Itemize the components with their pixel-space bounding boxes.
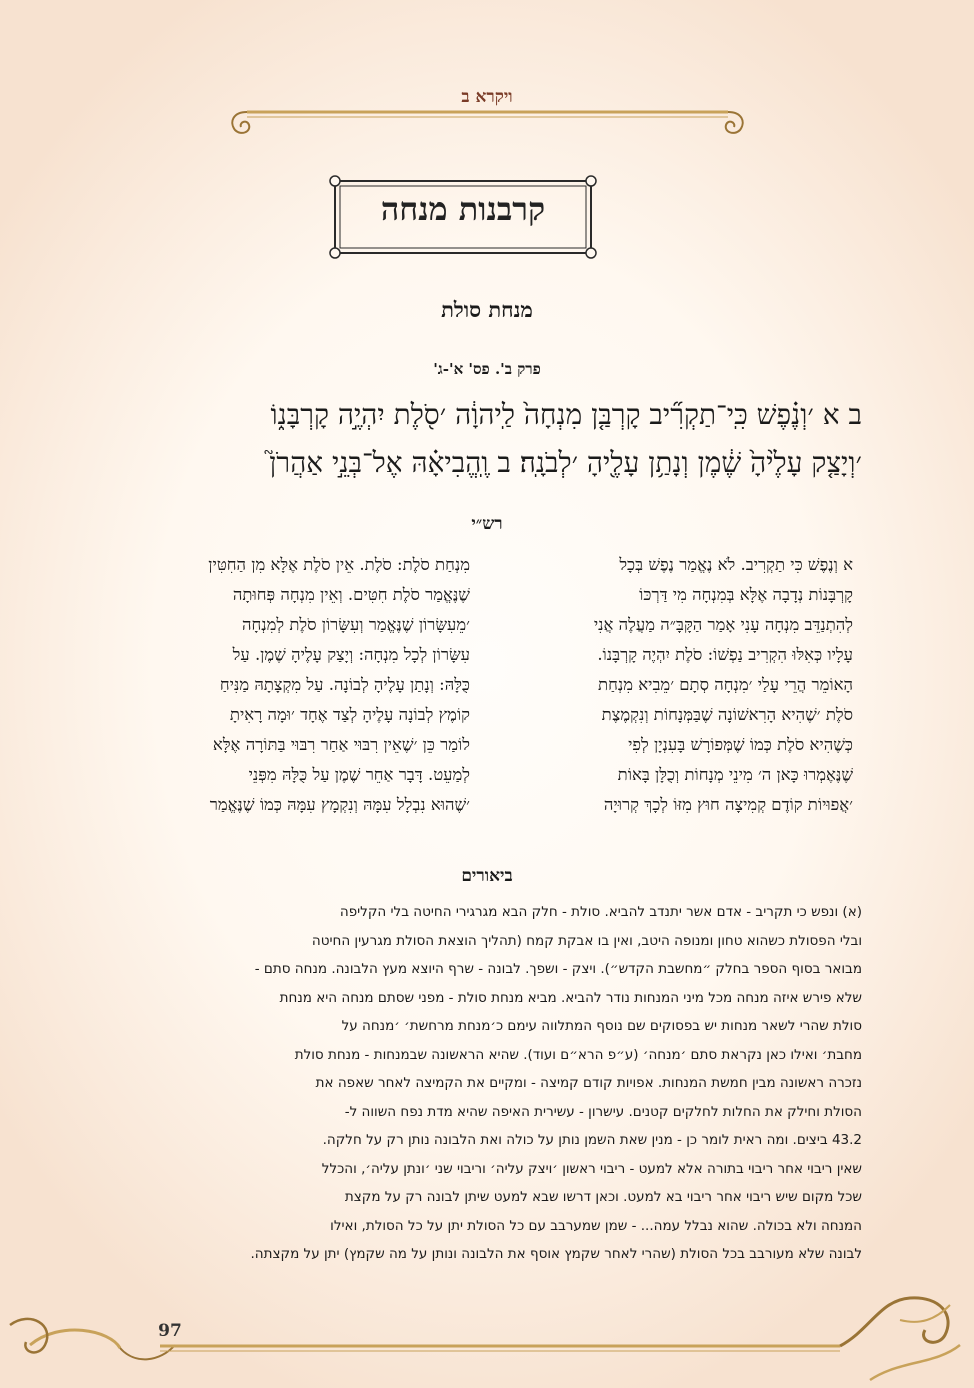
biurim-heading: ביאורים	[461, 866, 513, 886]
rashi-line: לְהִתְנַדֵּב מִנְחָה עָנִי אָמַר הַקָּבָּ״ה מַעֲלֶה אֲנִי	[593, 615, 853, 634]
verse-line: ב א ׳וְנֶ֗פֶשׁ כִּֽי־תַקְרִ֞יב קָרְבַּ֤ן מִנְחָה֙ לַֽיהוָ֔ה ׳סֹ֖לֶת יִהְיֶ֣ה קָרְבָּנ֑וֹ	[270, 398, 862, 431]
rashi-line: סֹלֶת ׳שֶׁהִיא הָרִאשׁוֹנָה שֶׁבַּמְּנָחוֹת וְנִקְמֶצֶת	[601, 705, 853, 724]
verse-line: ׳וְיָצַ֤ק עָלֶ֙יהָ֙ שֶׁ֔מֶן וְנָתַ֥ן עָלֶ֖יהָ ׳לְבֹנָֽה׃ ב וֶֽהֱבִיאָ֗הּ אֶל־בְּנֵ֣י אַהֲרֹן֮	[269, 446, 862, 479]
biurim-line: מבואר בסוף הספר בחלק ״מחשבת הקדש״). ויצק - ושפך. לבונה - שרף היוצא מעץ הלבונה. מנחה סתם -	[254, 961, 862, 977]
rashi-column-right	[495, 550, 853, 820]
rashi-line: קָרְבָּנוֹת נְדָבָה אֶלָּא בְּמִנְחָה מִי דַּרְכּוֹ	[639, 585, 853, 604]
biurim-line: ובלי הפסולת כשהוא טחון ומנופה היטב, ואין בו אבקת קמח (תהליך הוצאת הסולת מגרעין החיטה	[311, 932, 862, 949]
rashi-line: כֻּלָּהּ: וְנָתַן עָלֶיהָ לְבוֹנָה. עַל מִקְצָתָהּ מַנִּיחַ	[219, 675, 470, 694]
running-head: ויקרא ב	[461, 87, 513, 107]
rashi-line: קוֹמֶץ לְבוֹנָה עָלֶיהָ לְצַד אֶחָד ׳וּמָה רָאִיתָ	[229, 705, 470, 724]
rashi-line: ׳מֵעִשָּׂרוֹן שֶׁנֶּאֱמַר וְעִשָּׂרוֹן סֹלֶת לְמִנְחָה	[241, 615, 470, 634]
rashi-line: מִנְחַת סֹלֶת: סֹלֶת. אֵין סֹלֶת אֶלָּא מִן הַחִטִּין	[208, 555, 470, 574]
rashi-column-left	[112, 550, 470, 820]
rashi-line: עָלָיו כְּאִלּוּ הִקְרִיב נַפְשׁוֹ: סֹלֶת יִהְיֶה קָרְבָּנוֹ.	[597, 645, 853, 664]
chapter-title: קרבנות מנחה	[380, 190, 546, 228]
section-heading: מנחת סולת	[441, 297, 533, 322]
rashi-line: עִשָּׂרוֹן לְכָל מִנְחָה: וְיָצַק עָלֶיהָ שֶׁמֶן. עַל	[232, 645, 470, 664]
biurim-line: שכל מקום שיש ריבוי אחר ריבוי בא למעט. וכאן דרשו שבא למעט שיתן לבונה רק על מקצת	[344, 1189, 862, 1205]
rashi-line: שֶׁנֶּאֶמְרוּ כָּאן ה׳ מִינֵי מְנָחוֹת וְכֻלָּן בָּאוֹת	[617, 765, 853, 784]
biurim-line: שאין ריבוי אחר ריבוי בתורה אלא למעט - ריבוי ראשון ׳ויצק עליה׳ וריבוי שני ׳ונתן עליה׳, והכלל	[321, 1160, 862, 1177]
page-number: 97	[158, 1321, 182, 1341]
biurim-line: שלא פירש איזה מנחה מכל מיני המנחות נודר להביא. מביא מנחת סולת - מפני שסתם מנחה היא מנחת	[279, 989, 862, 1006]
rashi-heading: רש״י	[471, 514, 503, 534]
biurim-line: (א) ונפש כי תקריב - אדם אשר יתנדב להביא. סולת - חלק הבא מגרגירי החיטה בלי הקליפה	[339, 904, 862, 920]
biurim-line: נזכרה ראשונה מבין חמשת המנחות. אפויות קודם קמיצה - ומקיים את הקמיצה לאחר שאפה את	[315, 1075, 862, 1091]
rashi-line: ׳אֲפוּיוֹת קוֹדֶם קְמִיצָה חוּץ מִזּוֹ לְכָךְ קְרוּיָה	[603, 795, 853, 814]
chapter-reference: פרק ב'. פס' א'-ג'	[433, 360, 541, 378]
rashi-line: א וְנֶפֶשׁ כִּי תַקְרִיב. לֹא נֶאֱמַר נֶפֶשׁ בְּכָל	[619, 555, 853, 574]
biurim-line: סולת שהרי לשאר מנחות יש בפסוקים שם נוסף המתלווה עימם כ׳מנחת מרחשת׳ ׳מנחה על	[341, 1018, 862, 1034]
biurim-line: הסולת וחילק את החלות לחלקים קטנים. עישרון - עשירית האיפה שהיא מדת נפח השווה ל-	[344, 1103, 862, 1120]
biurim-line: המנחה ולא בכולה. שהוא נבלל עמה... - שמן שמערבב עם כל הסולת יתן על כל הסולת, ואילו	[330, 1217, 862, 1234]
rashi-line: כְּשֶׁהִיא סֹלֶת כְּמוֹ שֶׁמְּפוֹרָשׁ בָּעִנְיָן לְפִי	[628, 735, 853, 754]
rashi-line: לוֹמַר כֵּן ׳שֶׁאֵין רִבּוּי אַחַר רִבּוּי בַּתּוֹרָה אֶלָּא	[212, 735, 470, 754]
rashi-line: לְמַעֵט. דָּבָר אַחֵר שֶׁמֶן עַל כֻּלָּהּ מִפְּנֵי	[248, 765, 470, 784]
biurim-commentary	[112, 898, 862, 1269]
biurim-line: לבונה שלא מעורבב בכל הסולת (שהרי לאחר שקמץ אוסף את הלבונה ונותן על מה שקמץ) יתן על מקצתה.	[250, 1246, 862, 1262]
rashi-line: הָאוֹמֵר הֲרֵי עָלַי ׳מִנְחָה סְתָם ׳מֵבִיא מִנְחַת	[598, 675, 853, 694]
biurim-line: 43.2 ביצים. ומה ראית לומר כן - מנין שאת השמן נותן על כולה ואת הלבונה נותן רק על חלקה.	[322, 1132, 862, 1148]
header-ornament-rule	[225, 104, 750, 138]
rashi-line: ׳שֶׁהוּא נִבְלָל עִמָּהּ וְנִקְמָץ עִמָּהּ כְּמוֹ שֶׁנֶּאֱמַר	[209, 795, 470, 814]
rashi-line: שֶׁנֶּאֱמַר סֹלֶת חִטִּים. וְאֵין מִנְחָה פְּחוּתָה	[232, 585, 470, 604]
biurim-line: מחבת׳ ואילו כאן נקראת סתם ׳מנחה׳ (ע״פ הרא״ם ועוד). שהיא הראשונה שבמנחות - מנחת סולת	[294, 1046, 862, 1063]
